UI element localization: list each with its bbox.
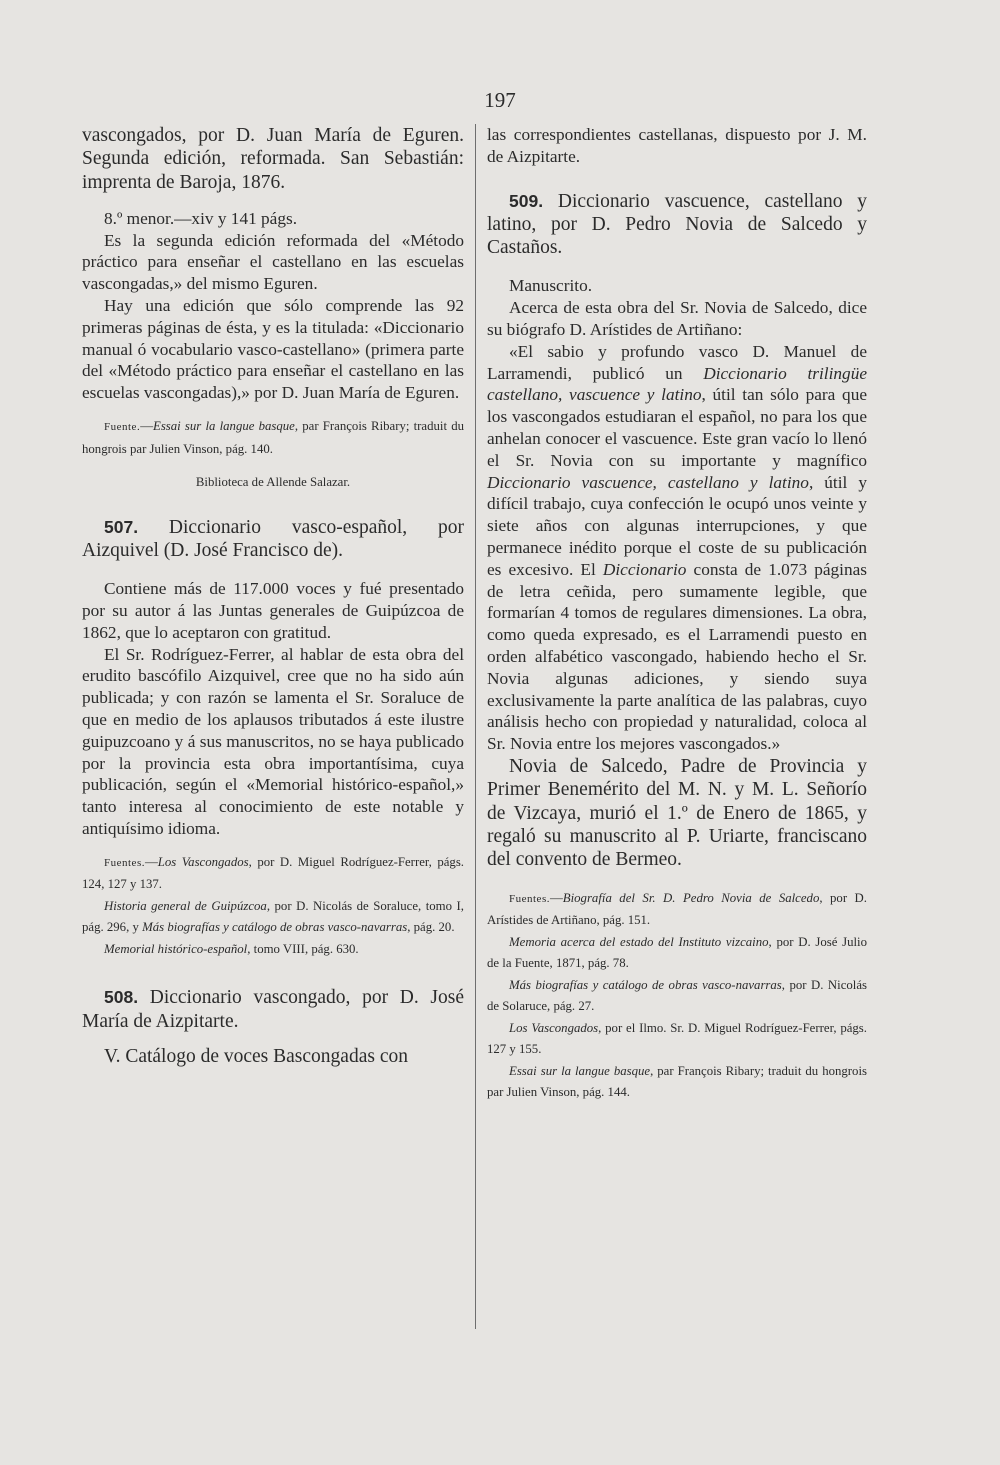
intro-library: Biblioteca de Allende Salazar. [195, 475, 351, 490]
entry-509-source-5 [487, 1061, 867, 1104]
intro-format: 8.º menor.—xiv y 141 págs. [104, 208, 298, 228]
entry-509-manuscript: Manuscrito. [509, 276, 593, 296]
entry-509-source-1: Fuentes.—Biografía del Sr. D. Pedro Novia de Salcedo, por D. Arístides de Artiñano, pág. 151. [487, 890, 867, 927]
entry-509-paragraph-1: Acerca de esta obra del Sr. Novia de Salcedo, dice su biógrafo D. Arístides de Artiñano: [487, 298, 867, 340]
left-column [82, 124, 464, 1068]
entry-509-paragraph-2: Novia de Salcedo, Padre de Provincia y Primer Benemérito del M. N. y M. L. Señorío de Vizcaya, murió el 1.º de Enero de 1865, y regaló su manuscrito al P. Uriarte, franciscano del convento de Bermeo. [487, 756, 867, 871]
source-rest: , tomo VIII, pág. 630. [247, 941, 359, 956]
source-title: Essai sur la langue basque [509, 1063, 651, 1078]
entry-507-paragraph-1: Contiene más de 117.000 voces y fué presentado por su autor á las Juntas generales de Guipúzcoa de 1862, que lo aceptaron con gratitud. [82, 579, 464, 642]
source-rest: , par François Ribary; traduit du hongrois par Julien Vinson, pág. 144. [487, 1063, 867, 1099]
source-rest: , pág. 20. [407, 920, 455, 935]
entry-509-quote [487, 341, 867, 755]
intro-source: Fuente.—Essai sur la langue basque, par François Ribary; traduit du hongrois par Julien Vinson, pág. 140. [82, 419, 464, 456]
entry-508-heading [82, 986, 464, 1033]
source-rest: , por D. Nicolás de Soraluce, tomo I, pág. 296, y [82, 898, 465, 935]
entry-508-title: Diccionario vascongado, por D. José María de Aizpitarte. [82, 987, 464, 1032]
page-number: 197 [484, 88, 516, 112]
source-title: Memorial histórico-español [104, 941, 248, 956]
quote-title: Diccionario [602, 559, 687, 579]
source-title: Los Vascongados [157, 854, 249, 869]
quote-text: «El sabio y profundo vasco D. Manuel de Larramendi, publicó un [487, 341, 867, 383]
entry-507-heading [82, 516, 464, 563]
continuation-text: las correspondientes castellanas, dispuesto por J. M. de Aizpitarte. [487, 125, 867, 166]
source-rest: , por D. Miguel Rodríguez-Ferrer, págs. 124, 127 y 137. [82, 854, 464, 892]
quote-text: , útil tan sólo para que los vascongados estudiaran el español, no para los que anhelan conocer el vascuence. Este gran vacío lo llenó el Sr. Novia con su importante y magnífico [487, 385, 868, 470]
entry-509-heading [487, 190, 867, 260]
fuentes-label: Fuentes. [104, 856, 145, 869]
source-title: Más biografías y catálogo de obras vasco-navarras [509, 977, 782, 992]
entry-509-title: Diccionario vascuence, castellano y latino, por D. Pedro Novia de Salcedo y Castaños. [487, 190, 867, 259]
right-column [487, 124, 867, 1104]
source-title: Memoria acerca del estado del Instituto vizcaino [509, 934, 769, 949]
intro-title: vascongados, por D. Juan María de Eguren. Segunda edición, reformada. San Sebastián: imprenta de Baroja, 1876. [82, 125, 464, 193]
source-title: Biografía del Sr. D. Pedro Novia de Salcedo [562, 890, 820, 905]
entry-507-number: 507. [104, 516, 139, 537]
entry-507-source-3 [82, 939, 464, 961]
fuentes-label: Fuentes. [509, 892, 550, 905]
column-divider [475, 124, 476, 1329]
entry-509-source-4 [487, 1018, 867, 1061]
source-title: Historia general de Guipúzcoa [104, 898, 267, 913]
entry-509-number: 509. [509, 190, 544, 211]
entry-507-title: Diccionario vasco-español, por Aizquivel (D. José Francisco de). [82, 516, 465, 561]
intro-paragraph-1: Es la segunda edición reformada del «Método práctico para enseñar el castellano en las escuelas vascongadas,» del mismo Eguren. [82, 230, 464, 294]
source-label: Fuente. [104, 421, 141, 434]
source-title: Más biografías y catálogo de obras vasco-navarras [142, 920, 408, 935]
entry-507-paragraph-2: El Sr. Rodríguez-Ferrer, al hablar de esta obra del erudito bascófilo Aizquivel, cree que no ha sido aún publicada; y con razón se lamenta el Sr. Soraluce de que en medio de los aplausos tributados á este ilustre guipuzcoano y á sus manuscritos, no se haya publicado por la provincia esta obra importantísima, cuya publicación, según el «Memorial histórico-español,» tanto interesa al conocimiento de este notable y antiquísimo idioma. [82, 644, 464, 838]
source-title: Los Vascongados [509, 1020, 599, 1035]
source-rest: , por D. Arístides de Artiñano, pág. 151. [487, 890, 867, 927]
source-rest: , por D. Nicolás de Solaruce, pág. 27. [487, 977, 867, 1013]
entry-509-source-3 [487, 975, 867, 1018]
source-rest: , par François Ribary; traduit du hongrois par Julien Vinson, pág. 140. [82, 419, 464, 456]
entry-507-source-1: Fuentes.—Los Vascongados, por D. Miguel Rodríguez-Ferrer, págs. 124, 127 y 137. [82, 854, 464, 892]
source-rest: , por el Ilmo. Sr. D. Miguel Rodríguez-Ferrer, págs. 127 y 155. [487, 1020, 867, 1056]
quote-title: Diccionario trilingüe castellano, vascuence y latino [487, 363, 867, 405]
intro-paragraph-2: Hay una edición que sólo comprende las 92 primeras páginas de ésta, y es la titulada: «Diccionario manual ó vocabulario vasco-castellano» (primera parte del «Método práctico para enseñar el castellano en las escuelas vascongadas),» por D. Juan María de Eguren. [82, 296, 464, 403]
quote-title: Diccionario vascuence, castellano y latino [487, 472, 809, 492]
source-rest: , por D. José Julio de la Fuente, 1871, pág. 78. [487, 934, 868, 970]
source-title: Essai sur la langue basque [153, 419, 295, 434]
quote-text: consta de 1.073 páginas de letra ceñida, pero sumamente legible, que formarían 4 tomos de regulares dimensiones. La obra, como queda expresado, es el Larramendi puesto en orden alfabético vascongado, habiendo hecho el Sr. Novia algunas adiciones, y siendo suya exclusivamente la parte analítica de las palabras, cuyo análisis hecho con propiedad y naturalidad, coloca al Sr. Novia entre los mejores vascongados.» [487, 559, 867, 754]
quote-text: , útil y difícil trabajo, cuya confección le ocupó unos veinte y siete años con algunas interrupciones, y que permanece inédito porque el coste de su publicación es excesivo. El [487, 472, 868, 579]
entry-508-number: 508. [104, 987, 139, 1008]
entry-508-paragraph-1: V. Catálogo de voces Bascongadas con [104, 1045, 408, 1067]
entry-507-source-2 [82, 896, 464, 939]
entry-509-source-2 [487, 932, 867, 975]
